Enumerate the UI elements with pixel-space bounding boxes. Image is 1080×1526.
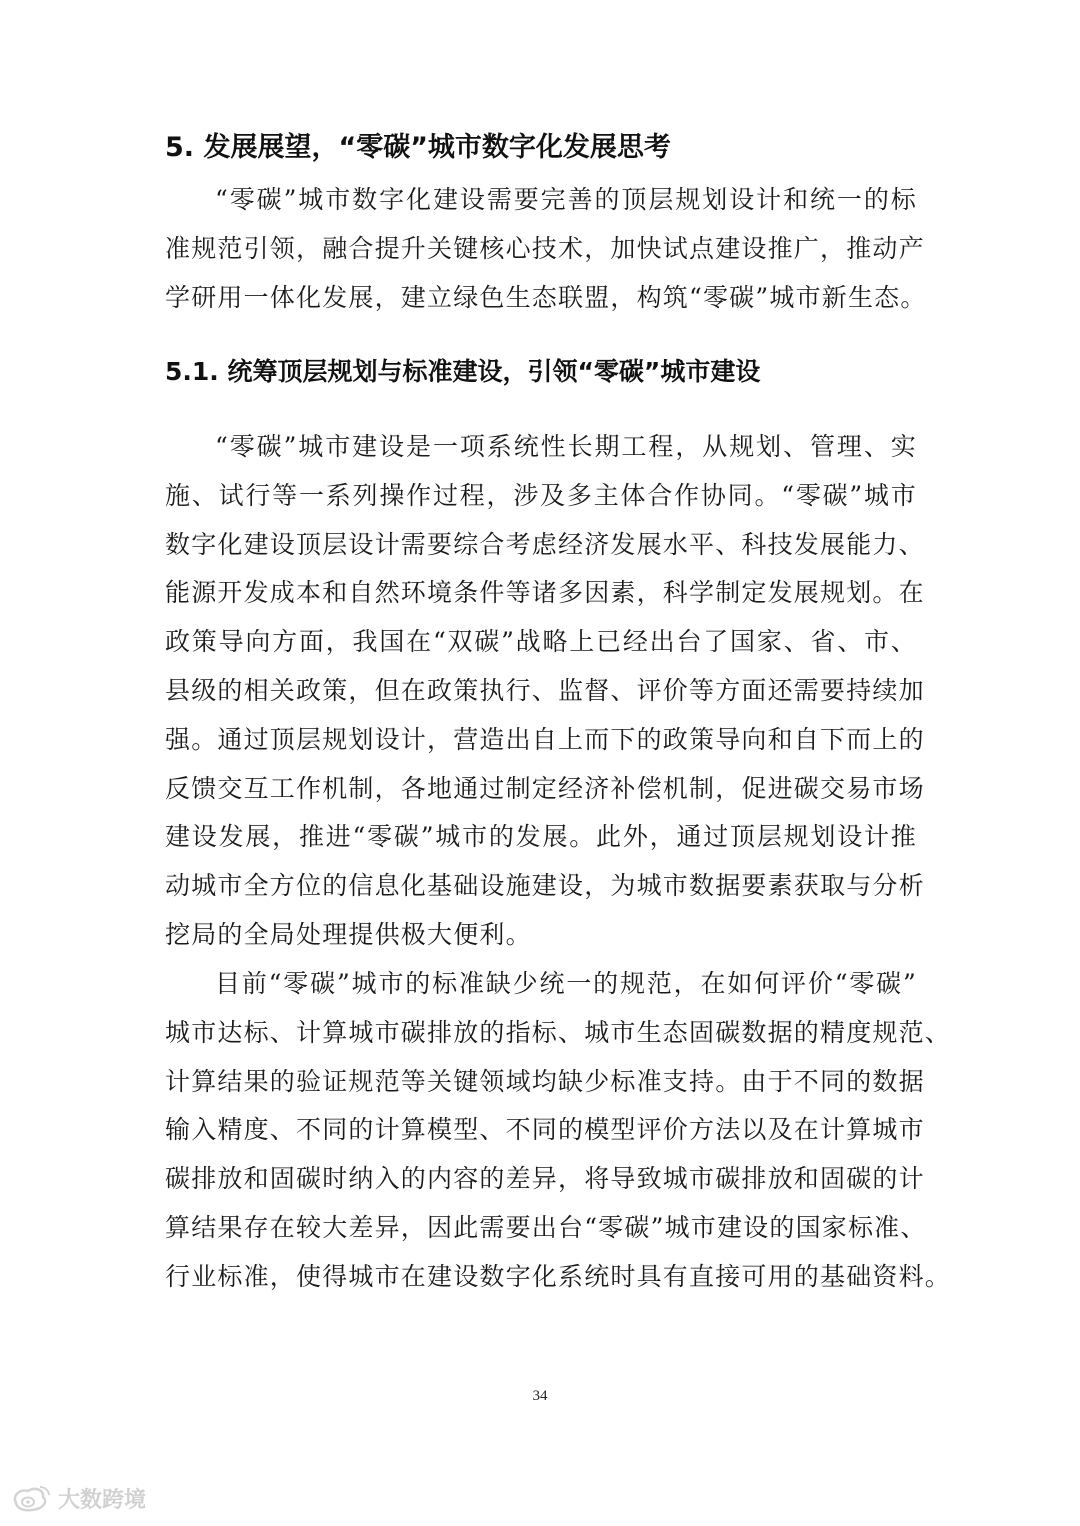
paragraph-line: 输入精度、不同的计算模型、不同的模型评价方法以及在计算城市: [165, 1115, 925, 1145]
paragraph-line: 动城市全方位的信息化基础设施建设，为城市数据要素获取与分析: [165, 871, 925, 901]
page-number: 34: [532, 1388, 548, 1404]
paragraph-line: “零碳”城市建设是一项系统性长期工程，从规划、管理、实: [215, 432, 917, 461]
paragraph-line: 反馈交互工作机制，各地通过制定经济补偿机制，促进碳交易市场: [165, 773, 925, 803]
paragraph-line: 建设发展，推进“零碳”城市的发展。此外，通过顶层规划设计推: [165, 822, 917, 852]
paragraph-line: 数字化建设顶层设计需要综合考虑经济发展水平、科技发展能力、: [165, 529, 925, 559]
paragraph-line: 计算结果的验证规范等关键领域均缺少标准支持。由于不同的数据: [165, 1066, 925, 1096]
paragraph-line: 城市达标、计算城市碳排放的指标、城市生态固碳数据的精度规范、: [165, 1017, 952, 1047]
paragraph-line: 碳排放和固碳时纳入的内容的差异，将导致城市碳排放和固碳的计: [165, 1164, 925, 1194]
paragraph-line: 行业标准，使得城市在建设数字化系统时具有直接可用的基础资料。: [165, 1261, 952, 1291]
paragraph-line: 准规范引领，融合提升关键核心技术，加快试点建设推广，推动产: [165, 233, 925, 263]
watermark-text: 大数跨境: [58, 1487, 147, 1513]
paragraph-line: 目前“零碳”城市的标准缺少统一的规范，在如何评价“零碳”: [215, 969, 917, 998]
paragraph-line: “零碳”城市数字化建设需要完善的顶层规划设计和统一的标: [215, 185, 917, 214]
paragraph-line: 强。通过顶层规划设计，营造出自上而下的政策导向和自下而上的: [165, 724, 925, 754]
paragraph-intro: [165, 176, 927, 322]
paragraph-line: 学研用一体化发展，建立绿色生态联盟，构筑“零碳”城市新生态。: [165, 282, 927, 312]
paragraph-line: 挖局的全局处理提供极大便利。: [165, 919, 532, 949]
paragraph-top-level-planning: [165, 423, 925, 960]
paragraph-line: 能源开发成本和自然环境条件等诸多因素，科学制定发展规划。在: [165, 578, 925, 608]
paragraph-line: 算结果存在较大差异，因此需要出台“零碳”城市建设的国家标准、: [165, 1212, 927, 1242]
weibo-logo-icon: [10, 1483, 52, 1513]
section-heading-5-1: 5.1. 统筹顶层规划与标准建设，引领“零碳”城市建设: [165, 357, 761, 386]
paragraph-line: 政策导向方面，我国在“双碳”战略上已经出台了国家、省、市、: [165, 627, 917, 657]
paragraph-line: 县级的相关政策，但在政策执行、监督、评价等方面还需要持续加: [165, 675, 925, 705]
watermark: [10, 1482, 146, 1514]
paragraph-standards: [165, 960, 952, 1302]
paragraph-line: 施、试行等一系列操作过程，涉及多主体合作协同。“零碳”城市: [165, 480, 917, 510]
section-heading-5: 5. 发展展望，“零碳”城市数字化发展思考: [165, 132, 671, 163]
